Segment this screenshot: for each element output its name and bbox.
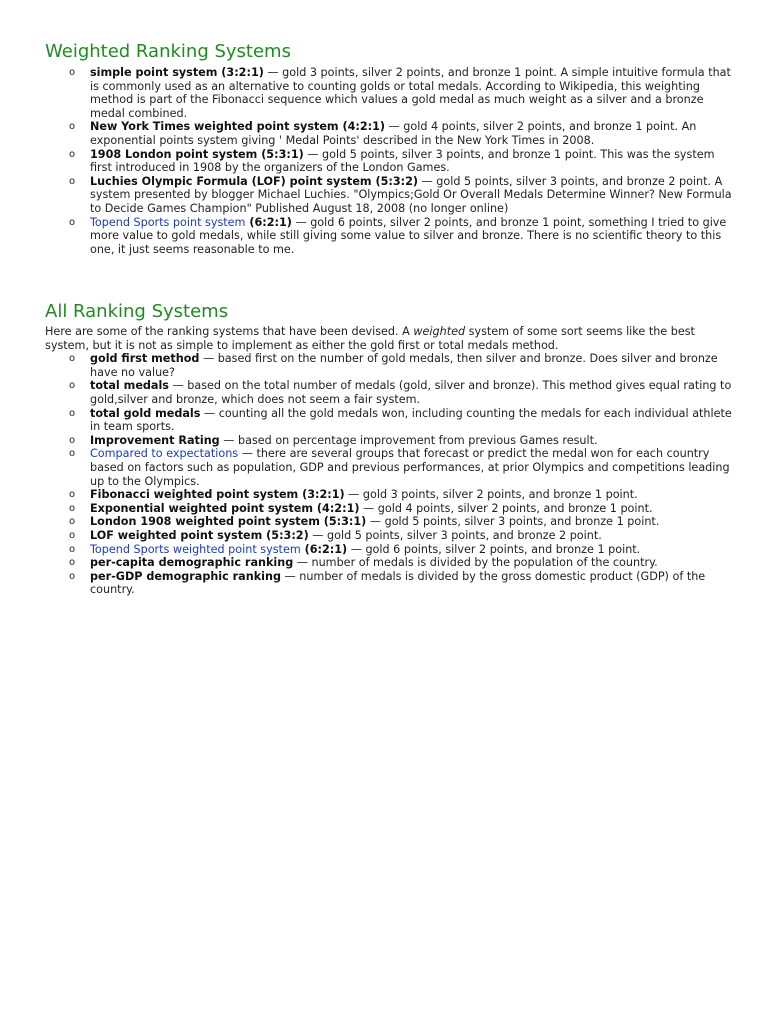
list-item (45, 502, 735, 516)
intro-text: Here are some of the ranking systems that have been devised. A (45, 325, 414, 338)
item-description: — gold 5 points, silver 3 points, and bronze 1 point. This was the system first introduced in 1908 by the organizers of the London Games. (90, 147, 715, 175)
list-item (45, 434, 735, 448)
hollow-bullet-icon: o (69, 543, 76, 555)
item-description: — gold 5 points, silver 3 points, and bronze 1 point. (366, 515, 660, 529)
intro-italic: weighted (413, 325, 466, 338)
item-link[interactable]: Topend Sports weighted point system (90, 542, 301, 556)
hollow-bullet-icon: o (69, 121, 76, 133)
list-item (45, 66, 735, 120)
item-term: New York Times weighted point system (4:2:1) (90, 120, 385, 134)
item-description: — gold 4 points, silver 2 points, and bronze 1 point. (359, 501, 653, 515)
item-term: gold first method (90, 352, 200, 366)
item-description: — based on the total number of medals (gold, silver and bronze). This method gives equal rating to gold,silver and bronze, which does not seem a fair system. (90, 379, 732, 406)
list-item (45, 515, 735, 529)
hollow-bullet-icon: o (69, 216, 76, 228)
list-item (45, 407, 735, 434)
item-description: — there are several groups that forecast or predict the medal won for each country based on factors such as population, GDP and previous performances, at prior Olympics and competitions leading up to the Olympics. (90, 447, 730, 488)
item-term: per-capita demographic ranking (90, 556, 294, 570)
hollow-bullet-icon: o (69, 557, 76, 569)
list-item (45, 379, 735, 406)
weighted-ranking-list (45, 66, 735, 256)
item-description: — based on percentage improvement from previous Games result. (219, 433, 598, 447)
item-description: — number of medals is divided by the gross domestic product (GDP) of the country. (90, 569, 706, 597)
weighted-ranking-section (45, 41, 735, 256)
item-link[interactable]: Compared to expectations (90, 447, 239, 461)
item-description: — gold 3 points, silver 2 points, and bronze 1 point. A simple intuitive formula that is commonly used as an alternative to counting golds or total medals. According to Wikipedia, this weighting method is part of the Fibonacci sequence which values a gold medal as much weight as a silver and a bronze medal combined. (90, 66, 731, 120)
list-item (45, 488, 735, 502)
item-description: — gold 5 points, silver 3 points, and bronze 2 point. A system presented by blogger Michael Luchies. "Olympics;Gold Or Overall Medals Determine Winner? New Formula to Decide Games Champion" Published August 18, 2008 (no longer online) (90, 174, 732, 215)
list-item (45, 216, 735, 257)
hollow-bullet-icon: o (69, 502, 76, 514)
item-description: — number of medals is divided by the population of the country. (293, 556, 658, 570)
hollow-bullet-icon: o (69, 148, 76, 160)
list-item (45, 148, 735, 175)
item-term: Luchies Olympic Formula (LOF) point system (5:3:2) (90, 174, 418, 188)
item-term: Improvement Rating (90, 433, 220, 447)
hollow-bullet-icon: o (69, 175, 76, 187)
list-item (45, 120, 735, 147)
item-description: — gold 4 points, silver 2 points, and bronze 1 point. An exponential points system giving ' Medal Points' described in the New York Times in 2008. (90, 120, 697, 147)
all-ranking-list (45, 352, 735, 597)
hollow-bullet-icon: o (69, 353, 76, 365)
hollow-bullet-icon: o (69, 448, 76, 460)
item-term: total medals (90, 379, 169, 393)
item-term: per-GDP demographic ranking (90, 569, 281, 583)
list-item (45, 543, 735, 557)
intro-text-end: system of some sort seems like the best system, but it is not as simple to implement as either the gold first or total medals method. (45, 325, 695, 352)
all-ranking-intro (45, 325, 735, 352)
all-ranking-section (45, 301, 735, 597)
list-item (45, 570, 735, 597)
item-description: — gold 6 points, silver 2 points, and bronze 1 point. (347, 542, 641, 556)
item-term: 1908 London point system (5:3:1) (90, 147, 304, 161)
hollow-bullet-icon: o (69, 516, 76, 528)
hollow-bullet-icon: o (69, 407, 76, 419)
hollow-bullet-icon: o (69, 434, 76, 446)
item-term: simple point system (3:2:1) (90, 66, 264, 79)
item-description: — counting all the gold medals won, including counting the medals for each individual athlete in team sports. (90, 406, 732, 434)
item-description: — based first on the number of gold medals, then silver and bronze. Does silver and bronze have no value? (90, 352, 718, 379)
item-link[interactable]: Topend Sports point system (90, 215, 246, 229)
hollow-bullet-icon: o (69, 67, 76, 78)
list-item (45, 352, 735, 379)
all-ranking-heading: All Ranking Systems (45, 301, 229, 322)
item-term: Fibonacci weighted point system (3:2:1) (90, 488, 345, 502)
list-item (45, 447, 735, 488)
item-term: (6:2:1) (245, 215, 292, 229)
item-description: — gold 3 points, silver 2 points, and bronze 1 point. (344, 488, 638, 502)
weighted-ranking-heading: Weighted Ranking Systems (45, 41, 291, 62)
item-term: LOF weighted point system (5:3:2) (90, 528, 309, 542)
hollow-bullet-icon: o (69, 529, 76, 541)
hollow-bullet-icon: o (69, 380, 76, 392)
list-item (45, 175, 735, 216)
item-description: — gold 5 points, silver 3 points, and bronze 2 point. (308, 528, 602, 542)
item-description: — gold 6 points, silver 2 points, and bronze 1 point, something I tried to give more value to gold medals, while still giving some value to silver and bronze. There is no scientific theory to this one, it just seems reasonable to me. (90, 215, 727, 256)
item-term: total gold medals (90, 406, 201, 420)
item-term: London 1908 weighted point system (5:3:1) (90, 515, 367, 529)
hollow-bullet-icon: o (69, 570, 76, 582)
hollow-bullet-icon: o (69, 489, 76, 501)
list-item (45, 556, 735, 570)
item-term: (6:2:1) (300, 542, 348, 556)
list-item (45, 529, 735, 543)
item-term: Exponential weighted point system (4:2:1) (90, 501, 360, 515)
